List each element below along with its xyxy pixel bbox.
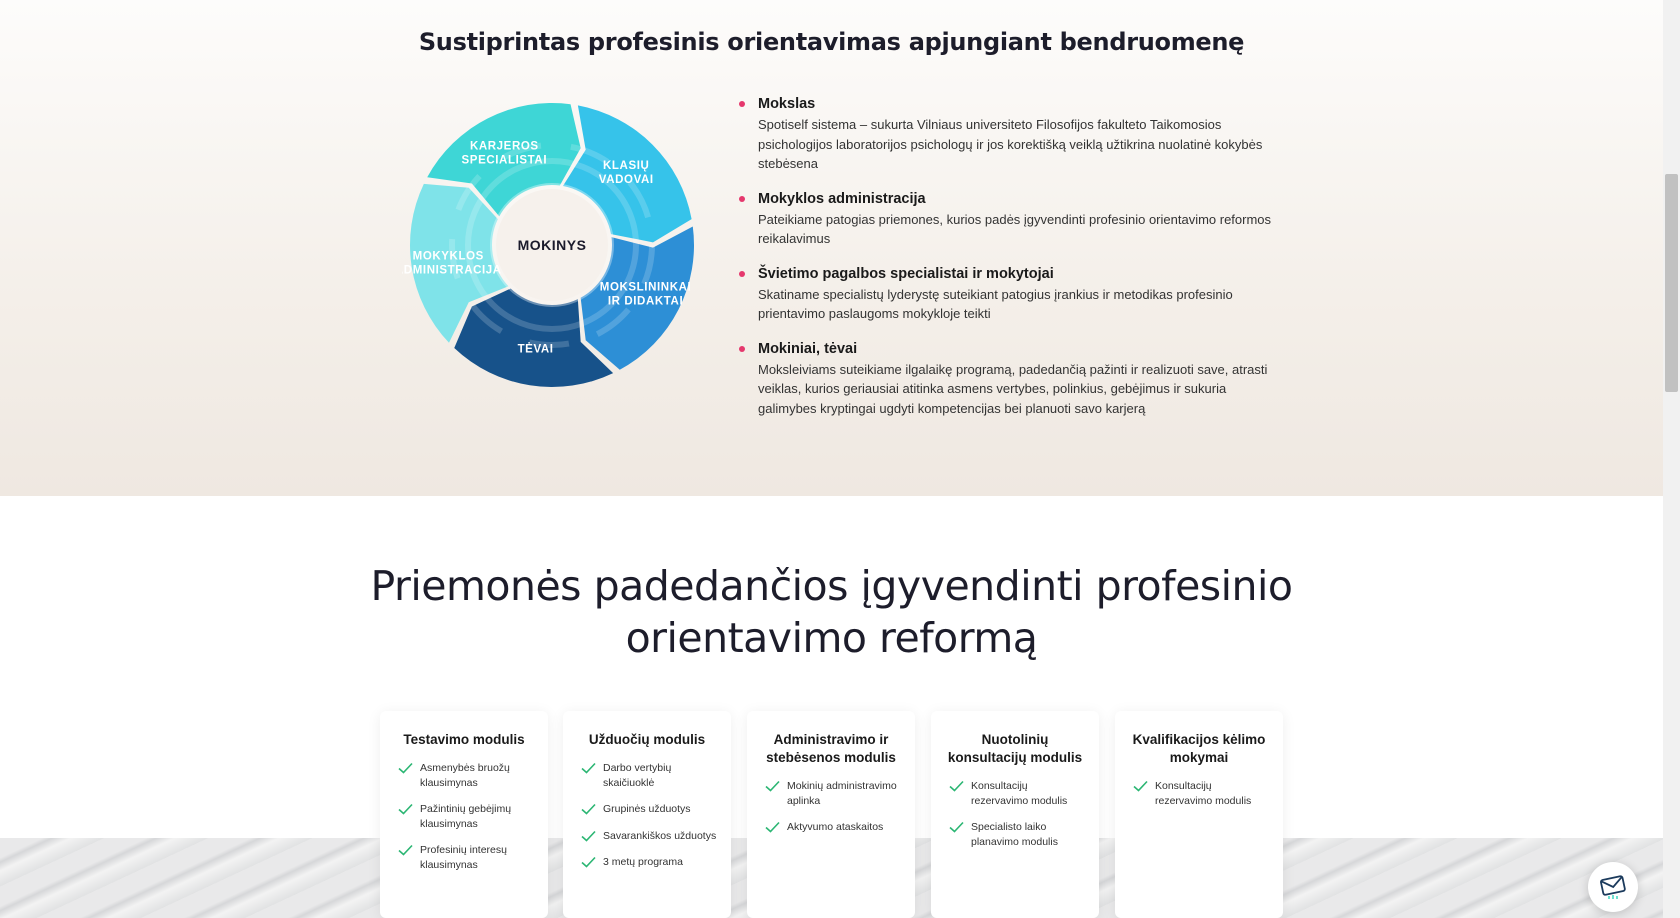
check-icon: [581, 803, 596, 815]
check-icon: [949, 821, 964, 833]
tools-title-line2: orientavimo reformą: [625, 614, 1038, 662]
card-feature: Konsultacijų rezervavimo modulis: [1133, 779, 1271, 808]
list-item: [758, 266, 1278, 324]
list-item: [758, 191, 1278, 249]
card-title: Testavimo modulis: [403, 732, 525, 747]
cycle-segment-label: TĖVAI: [517, 343, 554, 356]
check-icon: [581, 762, 596, 774]
card-feature: Profesinių interesų klausimynas: [398, 843, 536, 872]
module-card-admin[interactable]: [747, 711, 915, 918]
cycle-segment-label: KARJEROS SPECIALISTAI: [461, 140, 548, 167]
card-title: Administravimo ir stebėsenos modulis: [766, 732, 896, 765]
list-item-desc: Spotiself sistema – sukurta Vilniaus universiteto Filosofijos fakulteto Taikomosios psichologijos laboratorijos psichologų ir jos korektišką veiklą užtikrina nuolatinė kokybės stebėsena: [758, 117, 1263, 171]
vertical-scrollbar[interactable]: [1663, 0, 1680, 918]
module-card-tasks[interactable]: [563, 711, 731, 918]
check-icon: [1133, 780, 1148, 792]
card-feature: 3 metų programa: [581, 855, 719, 870]
check-icon: [765, 780, 780, 792]
check-icon: [398, 803, 413, 815]
card-feature: Mokinių administravimo aplinka: [765, 779, 903, 808]
bullet-dot: [739, 101, 745, 107]
list-item-title: Mokyklos administracija: [758, 190, 926, 207]
list-item-desc: Skatiname specialistų lyderystę suteikiant patogius įrankius ir metodikas profesinio prientavimo paslaugoms mokykloje teikti: [758, 286, 1233, 321]
check-icon: [765, 821, 780, 833]
bullet-dot: [739, 196, 745, 202]
module-card-consultations[interactable]: [931, 711, 1099, 918]
module-cards: [380, 711, 1280, 918]
card-title: Kvalifikacijos kėlimo mokymai: [1132, 732, 1266, 765]
list-item-title: Mokiniai, tėvai: [758, 340, 858, 357]
chat-button[interactable]: [1588, 862, 1638, 912]
scrollbar-thumb[interactable]: [1665, 174, 1678, 392]
cycle-segment-label: KLASIŲ VADOVAI: [598, 159, 654, 186]
module-card-training[interactable]: [1115, 711, 1283, 918]
stakeholder-cycle-diagram: [402, 95, 702, 395]
cycle-segment-label: MOKSLININKAI IR DIDAKTAI: [599, 281, 692, 308]
bullet-dot: [739, 271, 745, 277]
check-icon: [398, 844, 413, 856]
card-feature: Konsultacijų rezervavimo modulis: [949, 779, 1087, 808]
list-item-title: Mokslas: [758, 96, 816, 112]
card-feature: Specialisto laiko planavimo modulis: [949, 820, 1087, 849]
check-icon: [949, 780, 964, 792]
card-feature: Pažintinių gebėjimų klausimynas: [398, 802, 536, 831]
list-item-desc: Pateikiame patogias priemones, kurios padės įgyvendinti profesinio orientavimo reformos reikalavimus: [758, 211, 1272, 246]
bullet-dot: [739, 346, 745, 352]
mail-icon: [1599, 874, 1627, 900]
check-icon: [398, 762, 413, 774]
list-item: [758, 96, 1278, 174]
check-icon: [581, 830, 596, 842]
card-feature: Grupinės užduotys: [581, 802, 719, 817]
section-title: Sustiprintas profesinis orientavimas apjungiant bendruomenę: [418, 28, 1245, 56]
list-item-title: Švietimo pagalbos specialistai ir mokytojai: [758, 265, 1054, 282]
card-title: Užduočių modulis: [588, 732, 706, 747]
check-icon: [581, 856, 596, 868]
list-item: [758, 341, 1278, 419]
list-item-desc: Moksleiviams suteikiame ilgalaikę programą, padedančią pažinti ir realizuoti save, atrasti veiklas, kurios geriausiai atitinka asmens vertybes, polinkius, gebėjimus ir sukuria galimybes kryptingai ugdyti kompetencijas bei planuoti savo karjerą: [758, 361, 1268, 416]
tools-title: [0, 560, 1663, 664]
module-card-testing[interactable]: [380, 711, 548, 918]
cycle-center-label: MOKINYS: [517, 237, 587, 253]
community-list: [758, 96, 1278, 435]
card-feature: Savarankiškos užduotys: [581, 829, 719, 844]
card-feature: Darbo vertybių skaičiuoklė: [581, 761, 719, 790]
card-title: Nuotolinių konsultacijų modulis: [947, 732, 1083, 765]
cycle-segment-label: MOKYKLOS ADMINISTRACIJA: [402, 250, 502, 277]
tools-title-line1: Priemonės padedančios įgyvendinti profesinio: [370, 562, 1293, 610]
card-feature: Asmenybės bruožų klausimynas: [398, 761, 536, 790]
card-feature: Aktyvumo ataskaitos: [765, 820, 903, 835]
